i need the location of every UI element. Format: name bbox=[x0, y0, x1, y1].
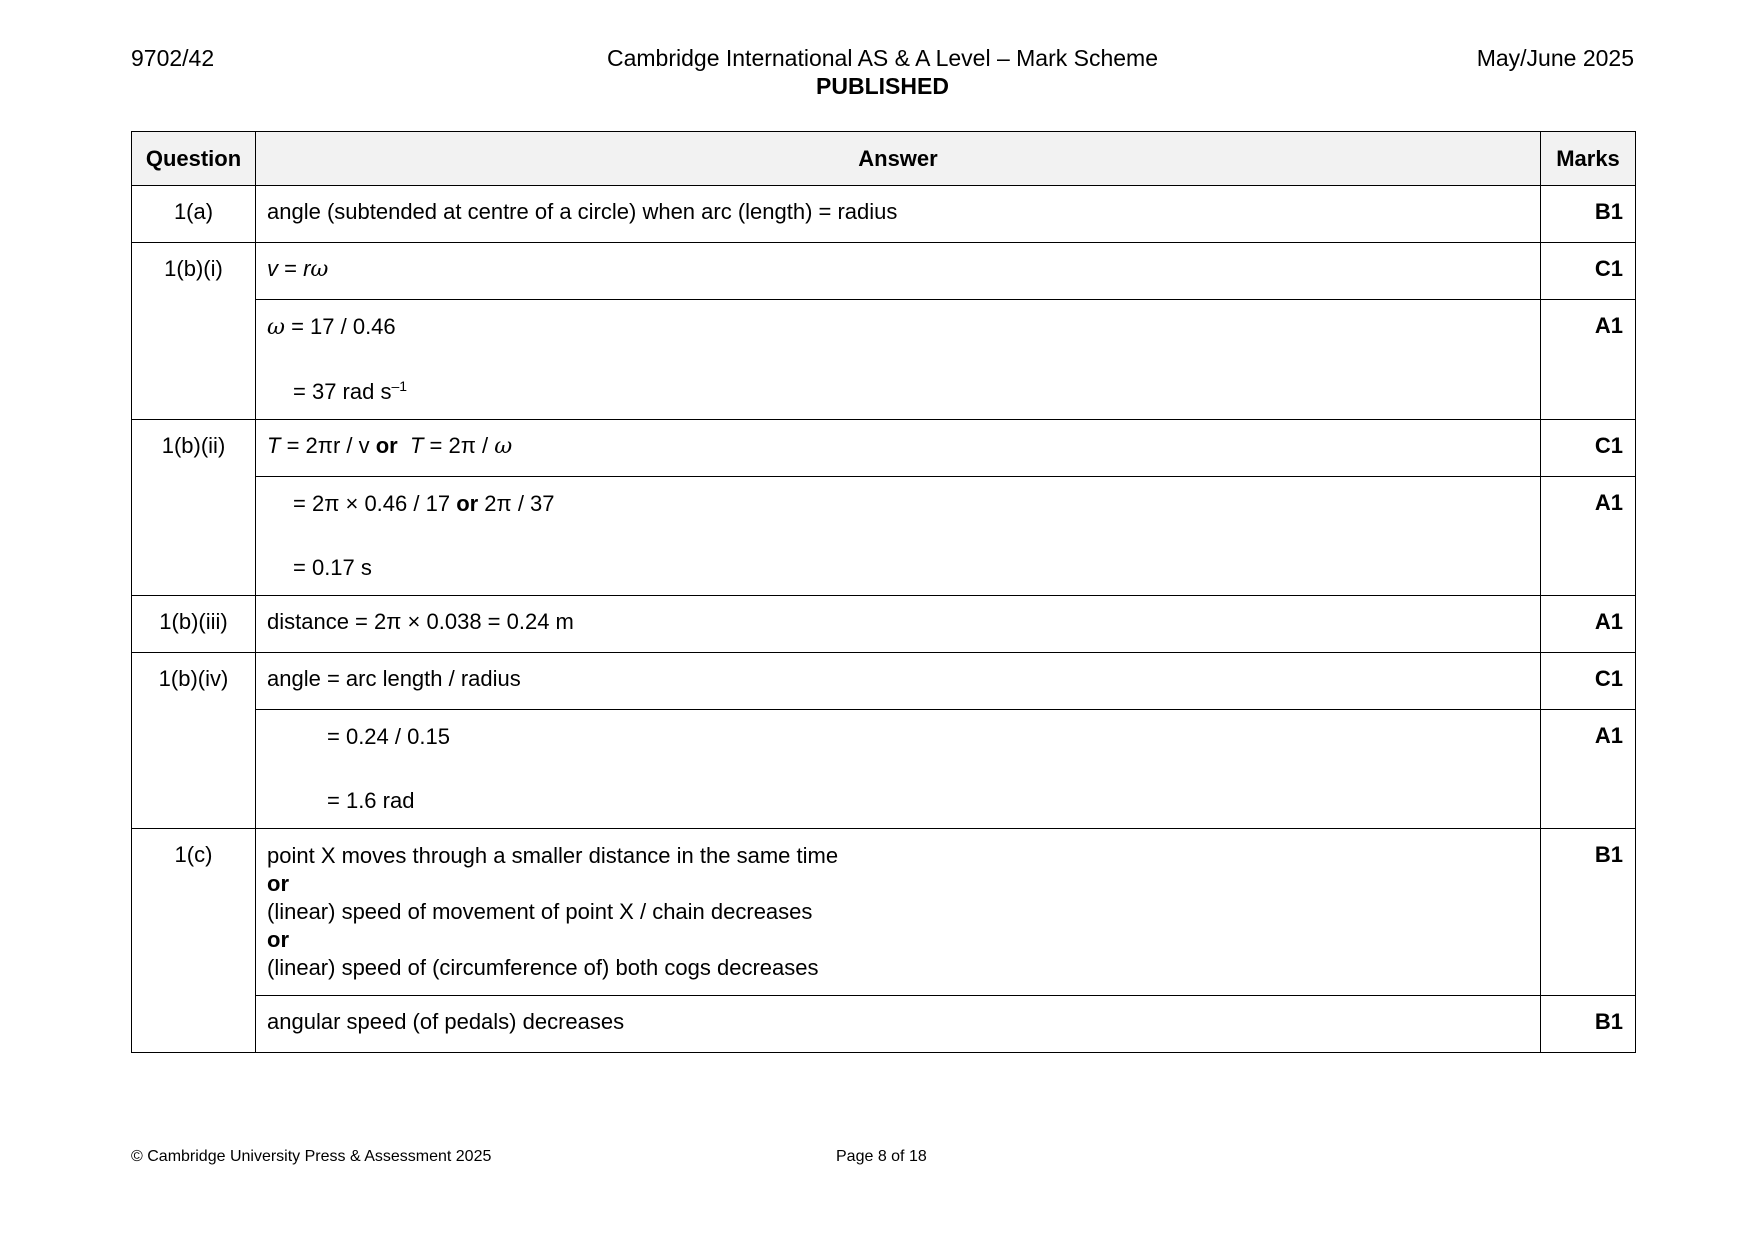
paper-code: 9702/42 bbox=[131, 45, 215, 71]
marks-column-header: Marks bbox=[1541, 132, 1636, 186]
calculation: 2π / 37 bbox=[478, 491, 555, 516]
document-title: Cambridge International AS & A Level – Mark Scheme bbox=[606, 45, 1159, 71]
answer-column-header: Answer bbox=[256, 132, 1541, 186]
exam-session: May/June 2025 bbox=[1476, 45, 1634, 71]
calculation-line bbox=[267, 490, 1528, 518]
document-status: PUBLISHED bbox=[816, 73, 949, 99]
equals: = bbox=[278, 256, 304, 281]
symbol-r: r bbox=[303, 256, 311, 281]
answer-line: (linear) speed of movement of point X / chain decreases bbox=[267, 899, 813, 924]
answer-cell bbox=[256, 300, 1541, 420]
answer-line: (linear) speed of (circumference of) both cogs decreases bbox=[267, 955, 819, 980]
page-number: Page 8 of 18 bbox=[836, 1148, 927, 1165]
answer-cell: angle = arc length / radius bbox=[256, 653, 1541, 710]
equation: = 2πr / v bbox=[280, 433, 376, 458]
table-row bbox=[132, 996, 1636, 1053]
question-column-header: Question bbox=[132, 132, 256, 186]
table-row bbox=[132, 596, 1636, 653]
mark-cell: B1 bbox=[1541, 996, 1636, 1053]
result: = 37 rad s bbox=[293, 379, 392, 404]
calculation-line: = 0.24 / 0.15 bbox=[327, 724, 450, 749]
mark-cell: A1 bbox=[1541, 596, 1636, 653]
copyright-notice: © Cambridge University Press & Assessment 2025 bbox=[131, 1148, 492, 1165]
mark-scheme-table bbox=[131, 131, 1636, 1053]
symbol-v: v bbox=[267, 256, 278, 281]
question-number: 1(b)(ii) bbox=[132, 420, 256, 596]
answer-cell: angle (subtended at centre of a circle) when arc (length) = radius bbox=[256, 186, 1541, 243]
symbol-omega: ω bbox=[494, 434, 513, 459]
symbol-omega: ω bbox=[267, 315, 285, 340]
table-header-row bbox=[132, 132, 1636, 186]
unit-exponent: –1 bbox=[391, 378, 408, 394]
or-keyword: or bbox=[375, 433, 398, 458]
table-row bbox=[132, 710, 1636, 829]
table-row bbox=[132, 300, 1636, 420]
question-number: 1(b)(iii) bbox=[132, 596, 256, 653]
table-row bbox=[132, 186, 1636, 243]
or-keyword: or bbox=[267, 927, 289, 952]
or-keyword: or bbox=[456, 491, 479, 516]
calculation-line bbox=[267, 313, 1528, 342]
answer-cell bbox=[256, 420, 1541, 477]
mark-cell: B1 bbox=[1541, 186, 1636, 243]
equation: = 2π / bbox=[423, 433, 495, 458]
symbol-T: T bbox=[267, 433, 281, 458]
answer-cell bbox=[256, 710, 1541, 829]
question-number: 1(b)(iv) bbox=[132, 653, 256, 829]
table-row bbox=[132, 829, 1636, 996]
answer-cell bbox=[256, 477, 1541, 596]
question-number: 1(c) bbox=[132, 829, 256, 1053]
mark-cell: A1 bbox=[1541, 477, 1636, 596]
mark-cell: C1 bbox=[1541, 243, 1636, 300]
calculation: = 2π × 0.46 / 17 bbox=[293, 491, 457, 516]
calculation: = 17 / 0.46 bbox=[284, 314, 396, 339]
mark-cell: B1 bbox=[1541, 829, 1636, 996]
table-row bbox=[132, 243, 1636, 300]
mark-cell: C1 bbox=[1541, 420, 1636, 477]
answer-cell: angular speed (of pedals) decreases bbox=[256, 996, 1541, 1053]
question-number: 1(a) bbox=[132, 186, 256, 243]
or-keyword: or bbox=[267, 871, 289, 896]
result-line bbox=[267, 378, 1528, 406]
question-number: 1(b)(i) bbox=[132, 243, 256, 420]
table-row bbox=[132, 420, 1636, 477]
answer-cell bbox=[256, 829, 1541, 996]
answer-cell: distance = 2π × 0.038 = 0.24 m bbox=[256, 596, 1541, 653]
mark-cell: C1 bbox=[1541, 653, 1636, 710]
answer-line: point X moves through a smaller distance in the same time bbox=[267, 843, 839, 868]
answer-cell bbox=[256, 243, 1541, 300]
mark-cell: A1 bbox=[1541, 300, 1636, 420]
mark-cell: A1 bbox=[1541, 710, 1636, 829]
result-line: = 0.17 s bbox=[293, 555, 372, 580]
table-row bbox=[132, 653, 1636, 710]
table-row bbox=[132, 477, 1636, 596]
result-line: = 1.6 rad bbox=[327, 788, 415, 813]
symbol-omega: ω bbox=[310, 257, 329, 282]
symbol-T: T bbox=[409, 433, 424, 458]
